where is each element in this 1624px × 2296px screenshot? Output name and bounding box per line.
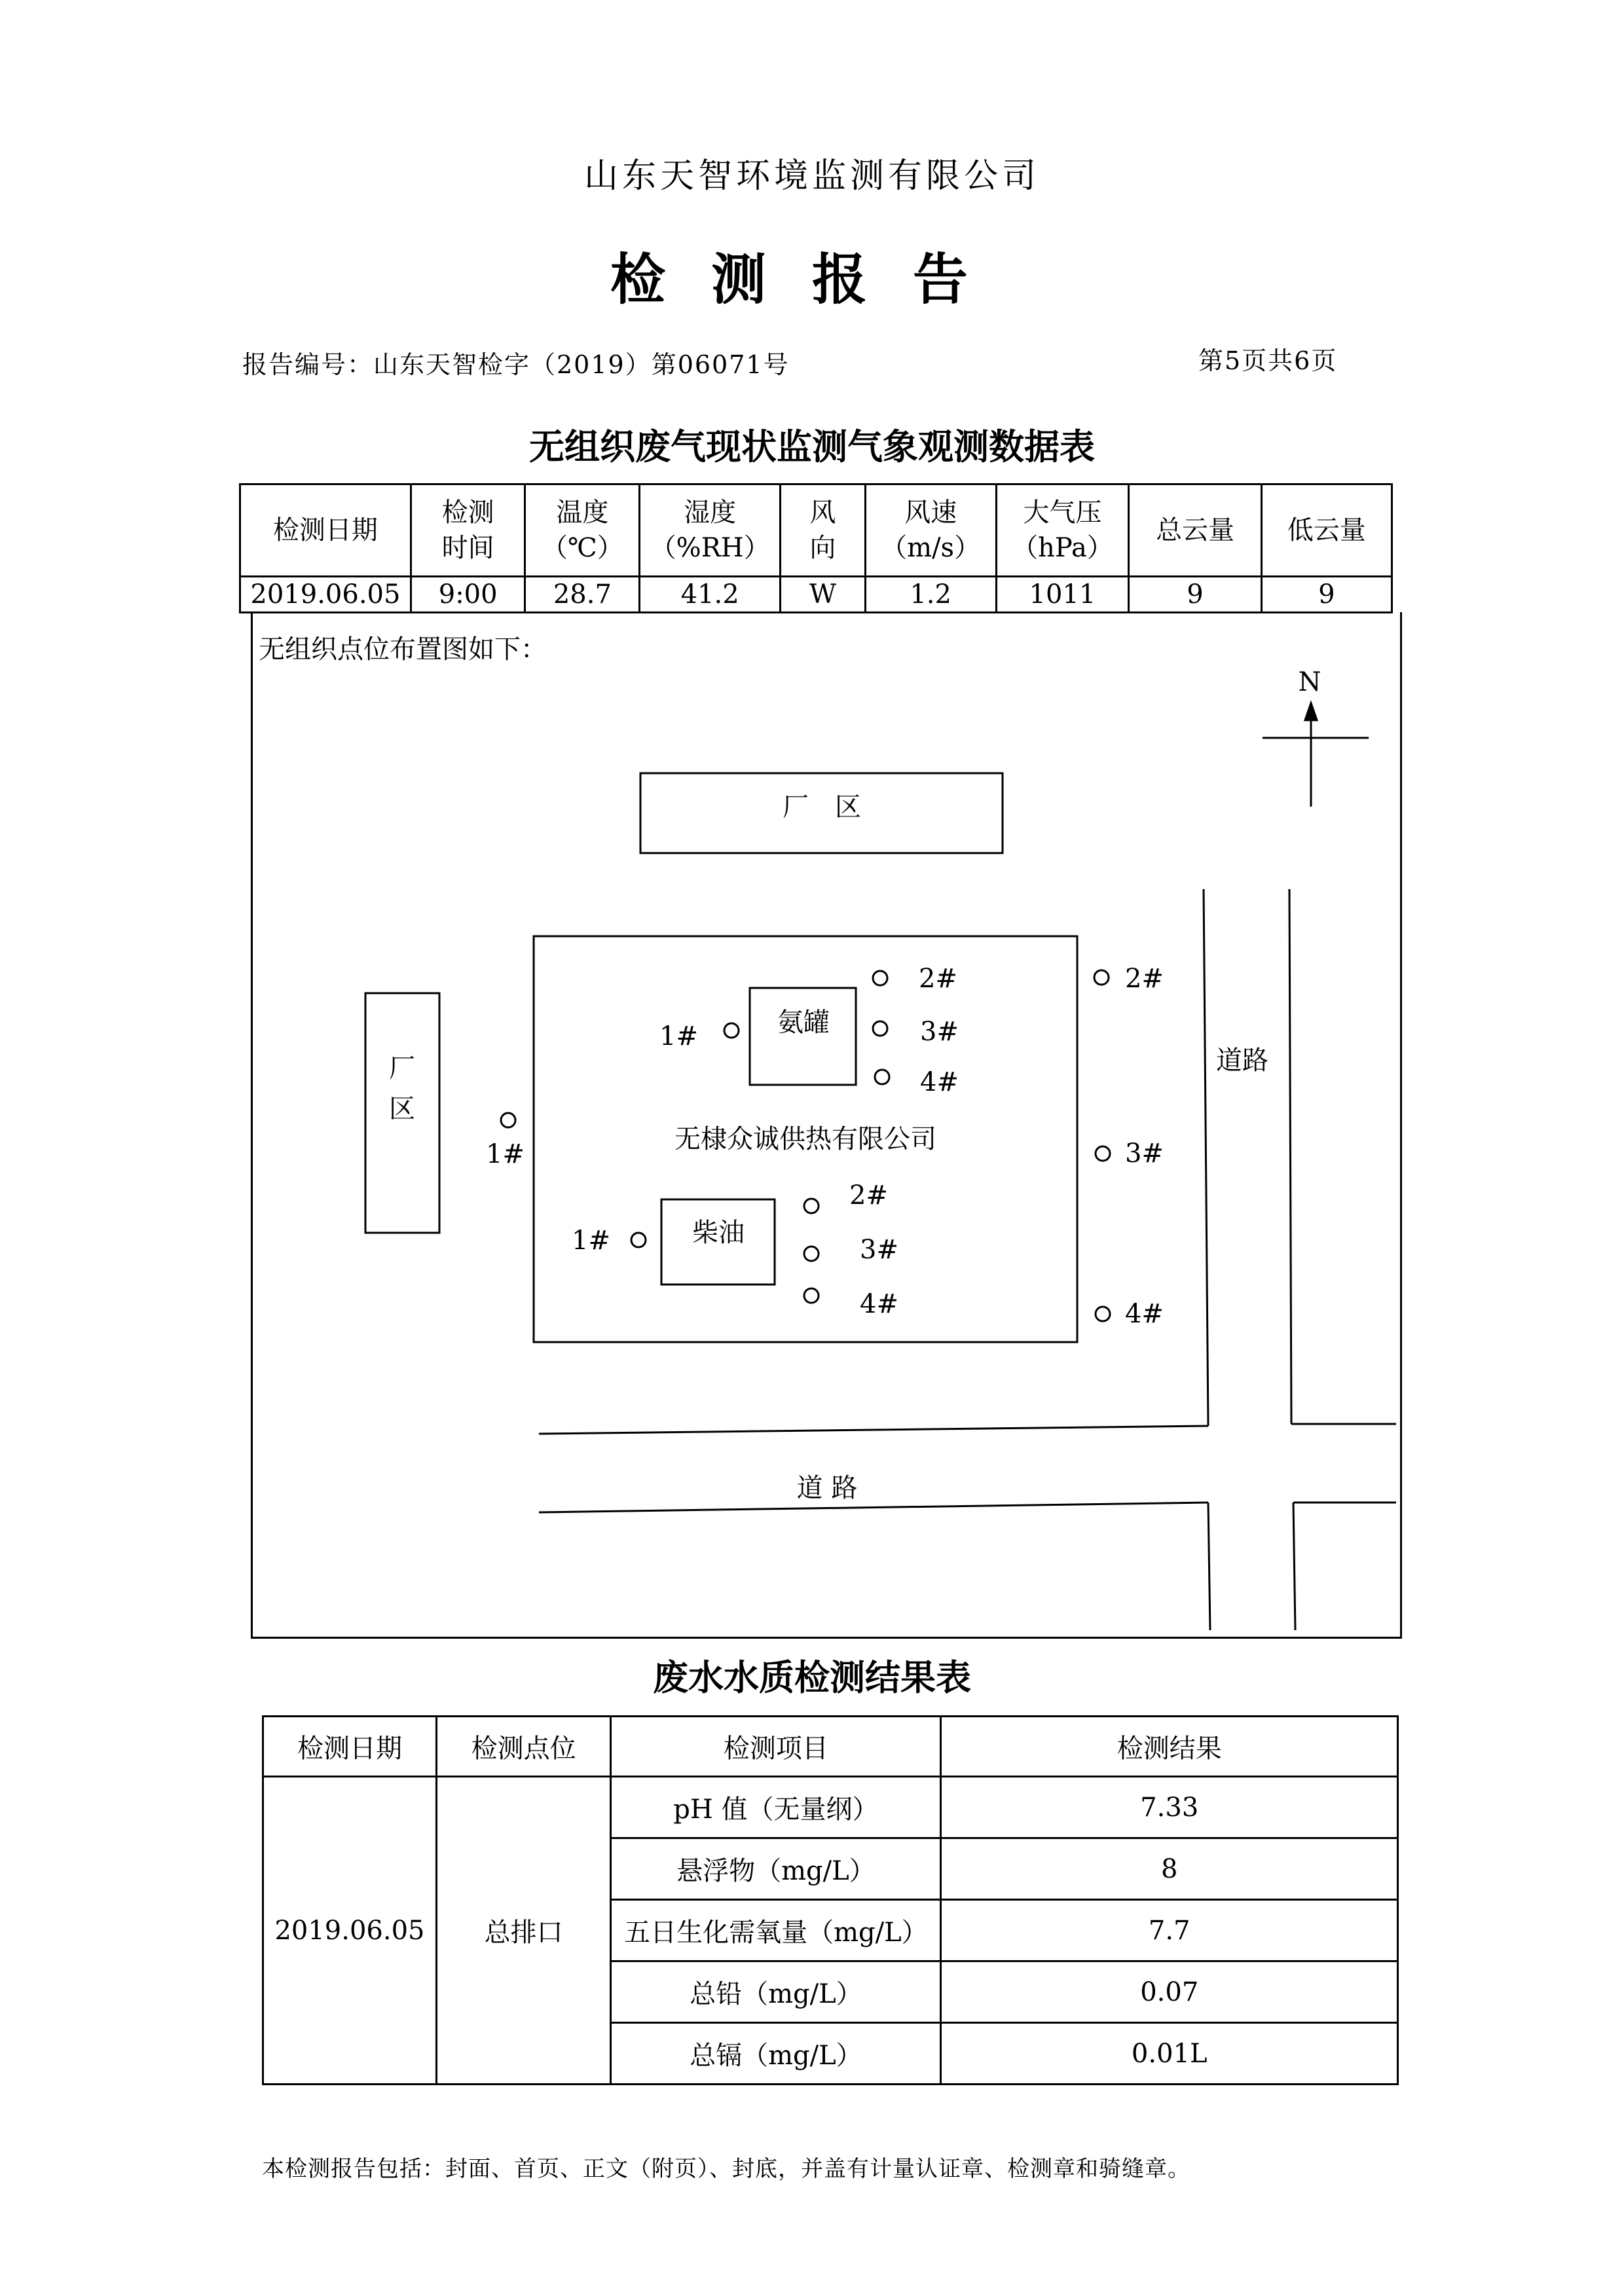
- diesel-point-3-label: 3#: [860, 1235, 898, 1265]
- road-right-east-edge-upper: [1289, 889, 1291, 1424]
- diesel-point-1-label: 1#: [572, 1226, 610, 1256]
- met-header-wind-dir: 风 向: [781, 484, 866, 577]
- water-cell-item: 悬浮物（mg/L）: [611, 1838, 941, 1900]
- water-table-title: 废水水质检测结果表: [653, 1656, 971, 1698]
- diesel-point-3-marker: [804, 1247, 819, 1261]
- water-header-date: 检测日期: [263, 1717, 437, 1777]
- diesel-point-4-label: 4#: [860, 1289, 898, 1319]
- north-arrow-icon: [1305, 703, 1317, 720]
- diesel-point-1-marker: [631, 1233, 646, 1247]
- road-right-label: 道路: [1216, 1046, 1268, 1076]
- ammonia-point-1-label: 1#: [659, 1021, 698, 1051]
- water-cell-result: 7.7: [941, 1900, 1398, 1961]
- site-map-caption: 无组织点位布置图如下：: [259, 634, 547, 665]
- factory-left-label-2: 区: [389, 1094, 415, 1124]
- met-table-title: 无组织废气现状监测气象观测数据表: [529, 426, 1095, 467]
- water-cell-date: 2019.06.05: [263, 1777, 437, 2085]
- met-header-temp: 温度 （℃）: [525, 484, 640, 577]
- met-header-humidity: 湿度 （%RH）: [640, 484, 781, 577]
- met-header-pressure: 大气压 （hPa）: [996, 484, 1129, 577]
- road-right-west-edge-upper: [1204, 889, 1208, 1426]
- water-header-result: 检测结果: [941, 1717, 1398, 1777]
- met-cell-low-cloud: 9: [1261, 577, 1392, 613]
- water-cell-result: 7.33: [941, 1777, 1398, 1838]
- met-cell-wind-speed: 1.2: [865, 577, 996, 613]
- report-title: 检测报告: [610, 247, 1014, 312]
- page-indicator: 第5页共6页: [1198, 346, 1338, 375]
- boundary-point-1-marker: [501, 1113, 515, 1127]
- ammonia-point-3-label: 3#: [920, 1017, 959, 1047]
- diesel-point-2-label: 2#: [849, 1180, 888, 1211]
- water-cell-item: 总铅（mg/L）: [611, 1961, 941, 2023]
- ammonia-point-1-marker: [724, 1023, 739, 1038]
- water-header-site: 检测点位: [436, 1717, 610, 1777]
- diesel-tank-label: 柴油: [692, 1218, 745, 1248]
- boundary-point-2-marker: [1094, 970, 1109, 985]
- ammonia-point-2-marker: [873, 971, 887, 985]
- met-header-low-cloud: 低云量: [1261, 484, 1392, 577]
- diesel-point-2-marker: [804, 1199, 819, 1213]
- met-header-wind-speed: 风速 （m/s）: [865, 484, 996, 577]
- water-cell-result: 8: [941, 1838, 1398, 1900]
- met-cell-wind-dir: W: [781, 577, 866, 613]
- boundary-point-1-label: 1#: [486, 1139, 525, 1169]
- boundary-point-3-marker: [1096, 1146, 1110, 1161]
- met-cell-temp: 28.7: [525, 577, 640, 613]
- ammonia-point-2-label: 2#: [919, 964, 957, 994]
- north-label: N: [1298, 667, 1321, 697]
- met-header-time: 检测 时间: [411, 484, 525, 577]
- water-table: [262, 1715, 1399, 2085]
- water-cell-site: 总排口: [436, 1777, 610, 2085]
- boundary-point-4-marker: [1096, 1307, 1110, 1321]
- factory-top-label: 厂 区: [783, 792, 861, 822]
- road-bottom-label: 道 路: [796, 1473, 858, 1503]
- ammonia-tank-label: 氨罐: [777, 1008, 830, 1038]
- met-cell-date: 2019.06.05: [240, 577, 411, 613]
- water-header-item: 检测项目: [611, 1717, 941, 1777]
- company-name: 山东天智环境监测有限公司: [583, 156, 1040, 196]
- boundary-point-4-label: 4#: [1125, 1299, 1164, 1329]
- table-row: [263, 1777, 1398, 1838]
- water-cell-item: 五日生化需氧量（mg/L）: [611, 1900, 941, 1961]
- water-cell-item: pH 值（无量纲）: [611, 1777, 941, 1838]
- met-cell-pressure: 1011: [996, 577, 1129, 613]
- met-cell-humidity: 41.2: [640, 577, 781, 613]
- met-header-date: 检测日期: [240, 484, 411, 577]
- road-right-east-edge-lower: [1293, 1503, 1295, 1630]
- road-bottom-north-edge: [539, 1426, 1208, 1434]
- water-cell-item: 总镉（mg/L）: [611, 2023, 941, 2085]
- water-cell-result: 0.01L: [941, 2023, 1398, 2085]
- footer-note: 本检测报告包括：封面、首页、正文（附页）、封底，并盖有计量认证章、检测章和骑缝章。: [262, 2156, 1190, 2182]
- met-cell-total-cloud: 9: [1129, 577, 1261, 613]
- met-header-total-cloud: 总云量: [1129, 484, 1261, 577]
- ammonia-point-3-marker: [873, 1021, 887, 1036]
- report-number: 报告编号：山东天智检字（2019）第06071号: [242, 350, 790, 379]
- diesel-point-4-marker: [804, 1288, 819, 1303]
- ammonia-point-4-marker: [875, 1070, 889, 1084]
- ammonia-point-4-label: 4#: [920, 1067, 959, 1097]
- boundary-point-2-label: 2#: [1125, 964, 1164, 994]
- road-bottom-south-edge: [539, 1503, 1208, 1512]
- water-cell-result: 0.07: [941, 1961, 1398, 2023]
- met-cell-time: 9:00: [411, 577, 525, 613]
- boundary-point-3-label: 3#: [1125, 1139, 1164, 1169]
- factory-left-label-1: 厂: [389, 1053, 415, 1084]
- plant-name-label: 无棣众诚供热有限公司: [674, 1124, 936, 1154]
- road-right-west-edge-lower: [1208, 1503, 1210, 1630]
